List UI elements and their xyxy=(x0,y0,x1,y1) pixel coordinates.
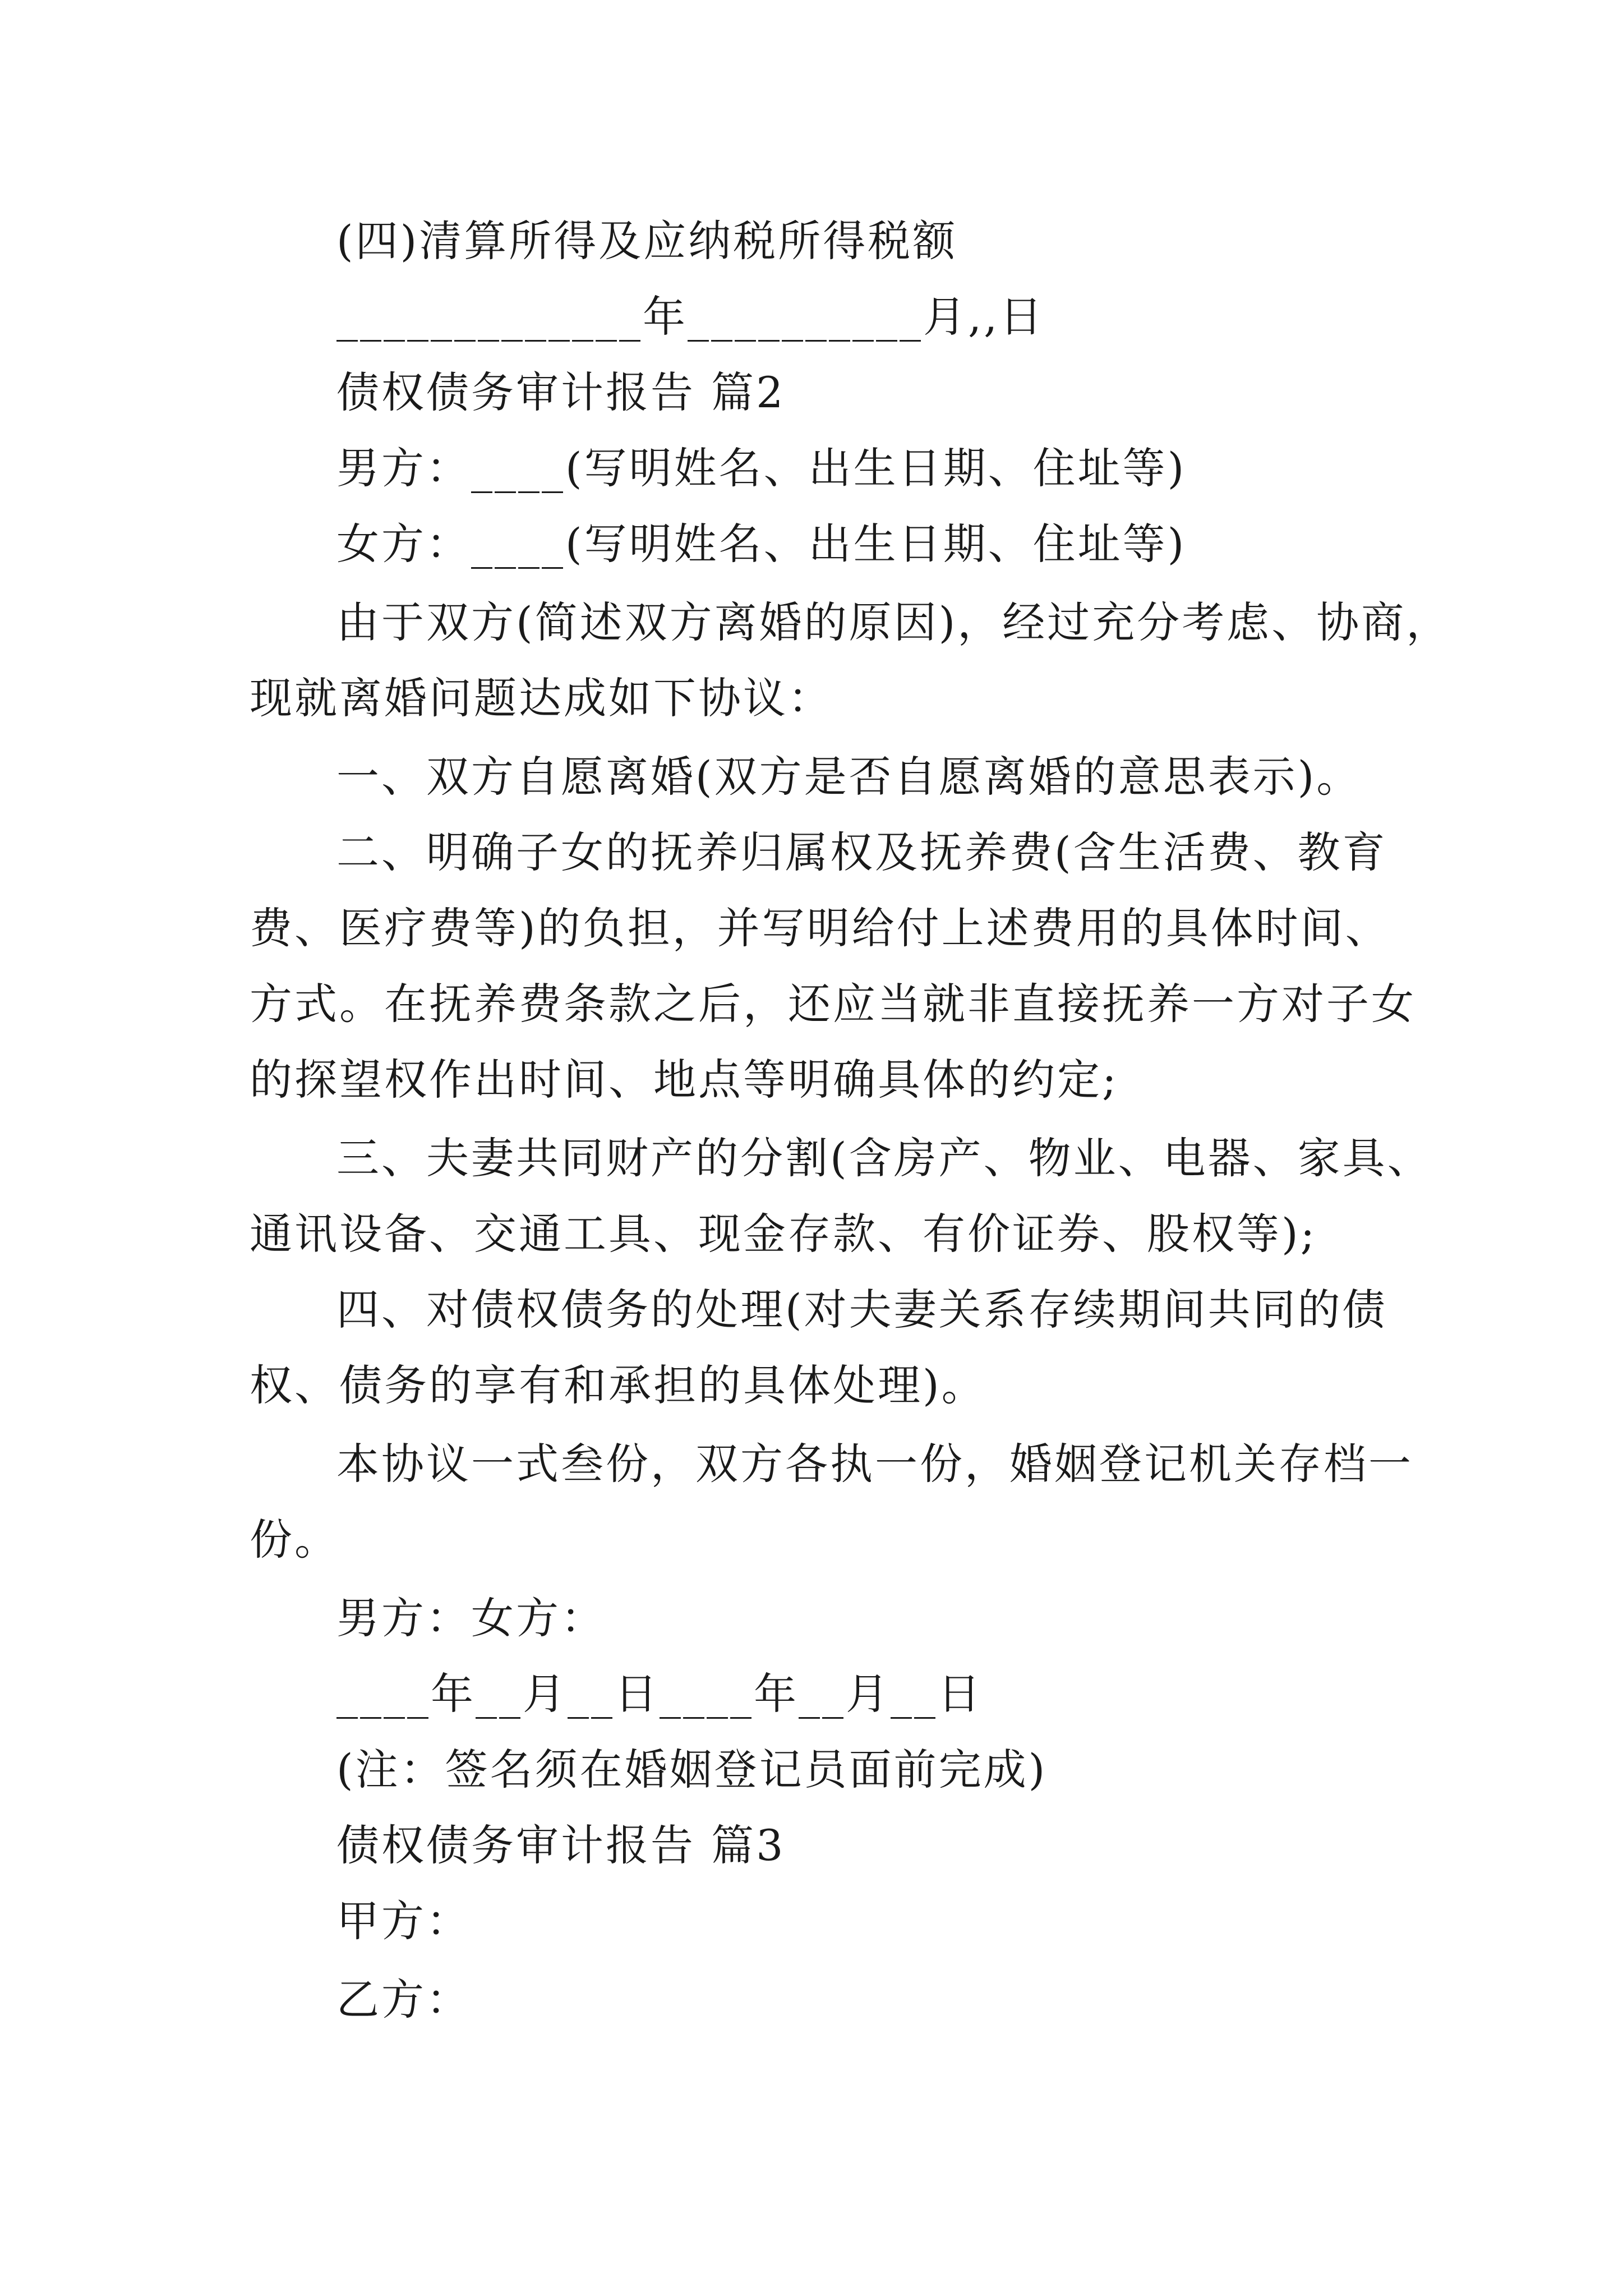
clause-4: 四、对债权债务的处理(对夫妻关系存续期间共同的债 xyxy=(336,1285,1387,1335)
signature-date-line: ____年__月__日____年__月__日 xyxy=(336,1669,983,1719)
party-a-line: 甲方： xyxy=(336,1896,471,1946)
date-blank-line: _____________年__________月,,日 xyxy=(336,292,1045,342)
signature-note: (注：签名须在婚姻登记员面前完成) xyxy=(336,1745,1048,1795)
clause-1: 一、双方自愿离婚(双方是否自愿离婚的意思表示)。 xyxy=(336,752,1362,802)
report-title-part-2: 债权债务审计报告 篇2 xyxy=(336,367,786,417)
paragraph-line: 权、债务的享有和承担的具体处理)。 xyxy=(250,1360,986,1410)
section-heading-liquidation: (四)清算所得及应纳税所得税额 xyxy=(336,216,958,266)
male-party-line: 男方：____(写明姓名、出生日期、住址等) xyxy=(336,443,1187,493)
paragraph-line: 通讯设备、交通工具、现金存款、有价证券、股权等); xyxy=(250,1209,1317,1259)
signature-parties-line: 男方：女方： xyxy=(336,1593,606,1643)
female-party-line: 女方：____(写明姓名、出生日期、住址等) xyxy=(336,519,1187,569)
paragraph-line: 的探望权作出时间、地点等明确具体的约定; xyxy=(250,1055,1119,1105)
party-b-line: 乙方： xyxy=(336,1975,471,2024)
report-title-part-3: 债权债务审计报告 篇3 xyxy=(336,1820,786,1870)
paragraph-line: 方式。在抚养费条款之后，还应当就非直接抚养一方对子女 xyxy=(250,979,1416,1029)
paragraph-line: 现就离婚问题达成如下协议： xyxy=(250,673,833,723)
clause-2: 二、明确子女的抚养归属权及抚养费(含生活费、教育 xyxy=(336,827,1387,877)
copies-clause: 本协议一式叁份，双方各执一份，婚姻登记机关存档一 xyxy=(336,1439,1413,1489)
paragraph-line: 由于双方(简述双方离婚的原因)，经过充分考虑、协商， xyxy=(336,597,1451,647)
clause-3: 三、夫妻共同财产的分割(含房产、物业、电器、家具、 xyxy=(336,1133,1432,1183)
paragraph-line: 费、医疗费等)的负担，并写明给付上述费用的具体时间、 xyxy=(250,903,1390,953)
paragraph-line: 份。 xyxy=(250,1515,339,1565)
